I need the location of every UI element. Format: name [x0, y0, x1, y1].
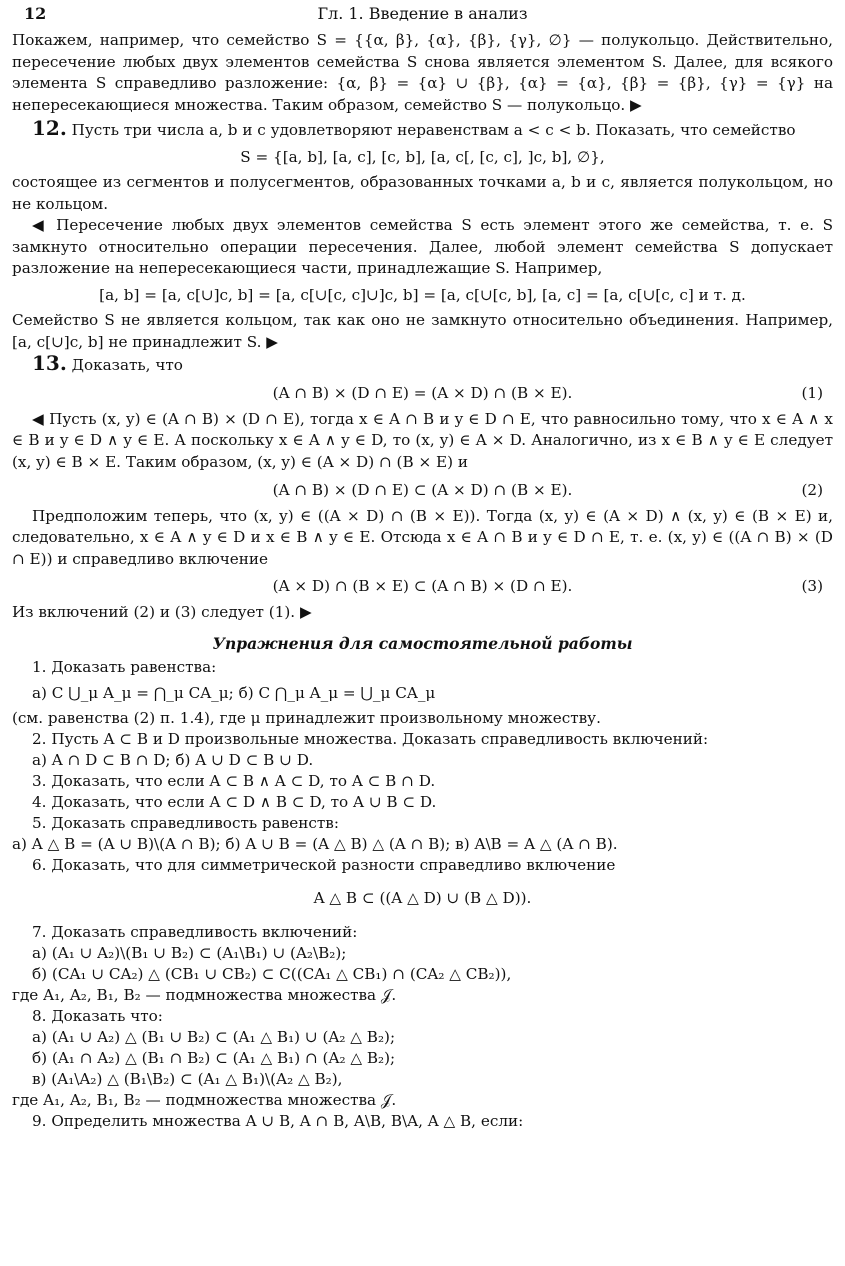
problem-13-statement — [12, 353, 833, 377]
intro-paragraph: Покажем, например, что семейство S = {{α, β}, {α}, {β}, {γ}, ∅} — полукольцо. Действительно, пересечение любых двух элементов семейства S снова является элементом S. Далее, для всякого элемента S справедливо разложение: {α, β} = {α} ∪ {β}, {α} = {α}, {β} = {β}, {γ} = {γ} на непересекающиеся множества. Таким образом, семейство S — полукольцо. ▶ — [12, 31, 833, 114]
exercise-7-b: б) (CA₁ ∪ CA₂) △ (CB₁ ∪ CB₂) ⊂ C((CA₁ △ CB₁) ∩ (CA₂ △ CB₂)), — [32, 964, 512, 983]
exercise-2-items: а) A ∩ D ⊂ B ∩ D; б) A ∪ D ⊂ B ∪ D. — [32, 750, 314, 769]
problem-13-number: 13. — [32, 351, 67, 376]
exercise-2-title: 2. Пусть A ⊂ B и D произвольные множества. Доказать справедливость включений: — [32, 729, 709, 748]
equation-1-body: (A ∩ B) × (D ∩ E) = (A × D) ∩ (B × E). — [272, 383, 573, 402]
problem-12-continuation: состоящее из сегментов и полусегментов, образованных точками a, b и c, является полукольцом, но не кольцом. — [12, 172, 833, 213]
exercises-heading: Упражнения для самостоятельной работы — [212, 633, 633, 653]
exercise-7-title: 7. Доказать справедливость включений: — [32, 922, 358, 941]
problem-12-set-formula: S = {[a, b], [a, c], [c, b], [a, c[, [c, c], ]c, b], ∅}, — [240, 147, 605, 166]
exercise-8-b: б) (A₁ ∩ A₂) △ (B₁ ∩ B₂) ⊂ (A₁ △ B₁) ∩ (A₂ △ B₂); — [32, 1048, 396, 1067]
problem-13-conclusion: Из включений (2) и (3) следует (1). ▶ — [12, 603, 312, 622]
exercise-1-note: (см. равенства (2) п. 1.4), где μ принадлежит произвольному множеству. — [12, 708, 601, 727]
exercise-1-formulas: а) C ⋃_μ A_μ = ⋂_μ CA_μ; б) C ⋂_μ A_μ = ⋃_μ CA_μ — [32, 683, 436, 702]
equation-1 — [12, 381, 833, 405]
problem-13-para-1: ◀ Пусть (x, y) ∈ (A ∩ B) × (D ∩ E), тогда x ∈ A ∩ B и y ∈ D ∩ E, что равносильно тому, что x ∈ A ∧ x ∈ B и y ∈ D ∧ y ∈ E. А поскольку x ∈ A ∧ y ∈ D, то (x, y) ∈ A × D. Аналогично, из x ∈ B ∧ y ∈ E следует (x, y) ∈ B × E. Таким образом, (x, y) ∈ (A × D) ∩ (B × E) и — [12, 409, 833, 471]
page-header — [12, 0, 833, 30]
running-head: Гл. 1. Введение в анализ — [317, 4, 528, 23]
equation-2-tag: (2) — [801, 480, 823, 499]
equation-2-body: (A ∩ B) × (D ∩ E) ⊂ (A × D) ∩ (B × E). — [272, 480, 573, 499]
exercise-8-title: 8. Доказать что: — [32, 1006, 163, 1025]
problem-13-text: Доказать, что — [71, 356, 183, 375]
equation-3-body: (A × D) ∩ (B × E) ⊂ (A ∩ B) × (D ∩ E). — [272, 577, 573, 596]
exercise-6-formula: A △ B ⊂ ((A △ D) ∪ (B △ D)). — [313, 888, 532, 907]
exercise-7-a: а) (A₁ ∪ A₂)\(B₁ ∪ B₂) ⊂ (A₁\B₁) ∪ (A₂\B₂); — [32, 943, 347, 962]
equation-1-tag: (1) — [801, 383, 823, 402]
problem-12-text: Пусть три числа a, b и c удовлетворяют неравенствам a < c < b. Показать, что семейство — [71, 121, 796, 140]
exercise-1-title: 1. Доказать равенства: — [32, 657, 217, 676]
problem-12-decomposition: [a, b] = [a, c[∪]c, b] = [a, c[∪[c, c]∪]c, b] = [a, c[∪[c, b], [a, c] = [a, c[∪[c, c] и т. д. — [99, 285, 746, 304]
exercise-7-note: где A₁, A₂, B₁, B₂ — подмножества множества 𝒥. — [12, 985, 397, 1004]
exercise-9: 9. Определить множества A ∪ B, A ∩ B, A\B, B\A, A △ B, если: — [32, 1111, 524, 1130]
equation-3-tag: (3) — [801, 577, 823, 596]
equation-3 — [12, 574, 833, 598]
problem-12-solution: ◀ Пересечение любых двух элементов семейства S есть элемент этого же семейства, т. е. S замкнуто относительно операции пересечения. Далее, любой элемент семейства S допускает разложение на непересекающиеся части, принадлежащие S. Например, — [12, 216, 833, 278]
problem-12-number: 12. — [32, 116, 67, 141]
equation-2 — [12, 478, 833, 502]
exercise-8-note: где A₁, A₂, B₁, B₂ — подмножества множества 𝒥. — [12, 1090, 397, 1109]
exercise-5-title: 5. Доказать справедливость равенств: — [32, 813, 339, 832]
exercise-8-a: а) (A₁ ∪ A₂) △ (B₁ ∪ B₂) ⊂ (A₁ △ B₁) ∪ (A₂ △ B₂); — [32, 1027, 396, 1046]
exercise-5-items: а) A △ B = (A ∪ B)\(A ∩ B); б) A ∪ B = (A △ B) △ (A ∩ B); в) A\B = A △ (A ∩ B). — [12, 834, 618, 853]
problem-12-statement — [12, 118, 833, 142]
problem-13-para-2: Предположим теперь, что (x, y) ∈ ((A × D) ∩ (B × E)). Тогда (x, y) ∈ (A × D) ∧ (x, y) ∈ (B × E) и, следовательно, x ∈ A ∧ y ∈ D и x ∈ B ∧ y ∈ E. Отсюда x ∈ A ∩ B и y ∈ D ∩ E, т. е. (x, y) ∈ ((A ∩ B) × (D ∩ E)) и справедливо включение — [12, 506, 833, 568]
page-number: 12 — [24, 4, 47, 23]
problem-12-conclusion: Семейство S не является кольцом, так как оно не замкнуто относительно объединения. Например, [a, c[∪]c, b] не принадлежит S. ▶ — [12, 310, 833, 351]
exercise-6-title: 6. Доказать, что для симметрической разности справедливо включение — [32, 855, 616, 874]
exercise-8-c: в) (A₁\A₂) △ (B₁\B₂) ⊂ (A₁ △ B₁)\(A₂ △ B₂), — [32, 1069, 343, 1088]
exercise-4: 4. Доказать, что если A ⊂ D ∧ B ⊂ D, то A ∪ B ⊂ D. — [32, 792, 437, 811]
exercise-3: 3. Доказать, что если A ⊂ B ∧ A ⊂ D, то A ⊂ B ∩ D. — [32, 771, 436, 790]
